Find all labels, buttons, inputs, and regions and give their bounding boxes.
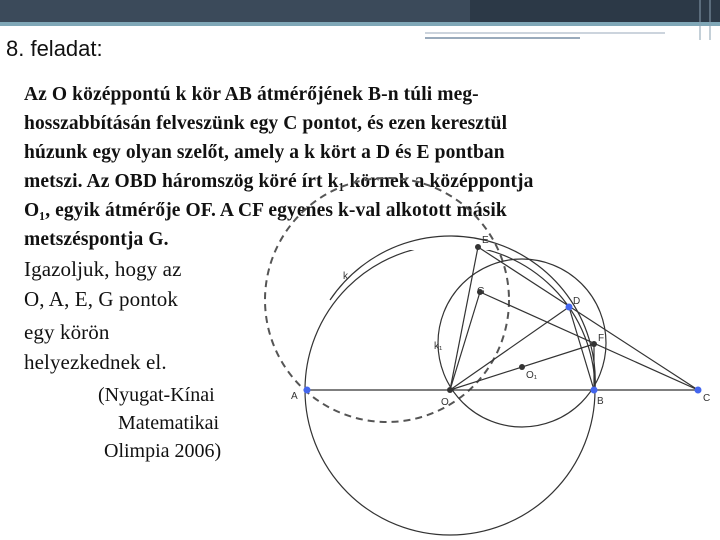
problem-line: Az O középpontú k kör AB átmérőjének B-n túli meg- [24,84,479,105]
label-G: G [477,286,485,297]
label-k1: k₁ [434,341,443,352]
problem-line: húzunk egy olyan szelőt, amely a k kört a D és E pontban [24,142,505,163]
dashed-circle [265,178,509,422]
task-line: egy körön [24,320,110,344]
source-line: Matematikai [118,412,220,434]
source-line: (Nyugat-Kínai [98,384,215,406]
task-line: O, A, E, G pontok [24,287,178,311]
point-A [304,387,311,394]
point-D [566,304,573,311]
label-D: D [573,296,581,307]
point-C [695,387,702,394]
slide-title: 8. feladat: [6,36,103,61]
problem-line: O₁, egyik átmérője OF. A CF egyenes k-val alkotott másik [24,200,507,221]
segment-OG [450,292,480,390]
label-O1: O₁ [526,370,538,381]
label-A: A [291,391,298,402]
problem-line: metszi. Az OBD háromszög köré írt k₁ körnek a középpontja [24,171,534,192]
problem-line: hosszabbításán felveszünk egy C pontot, és ezen keresztül [24,113,508,134]
point-O [447,387,453,393]
point-B [591,387,598,394]
task-line: Igazoljuk, hogy az [24,257,182,281]
point-E [475,244,481,250]
source-line: Olimpia 2006) [104,440,222,462]
label-E: E [482,235,489,246]
label-F: F [598,333,605,344]
label-O: O [441,397,449,408]
circle-k1 [438,259,606,427]
label-k: k [343,271,348,282]
point-O1 [519,364,525,370]
task-line: helyezkednek el. [24,350,167,374]
segment-OD [450,307,569,390]
point-F [591,341,597,347]
segment-OE [450,247,478,390]
label-B: B [597,396,604,407]
problem-line: metszéspontja G. [24,229,169,250]
circle-k-upper-arc [330,236,595,390]
label-C: C [703,393,711,404]
